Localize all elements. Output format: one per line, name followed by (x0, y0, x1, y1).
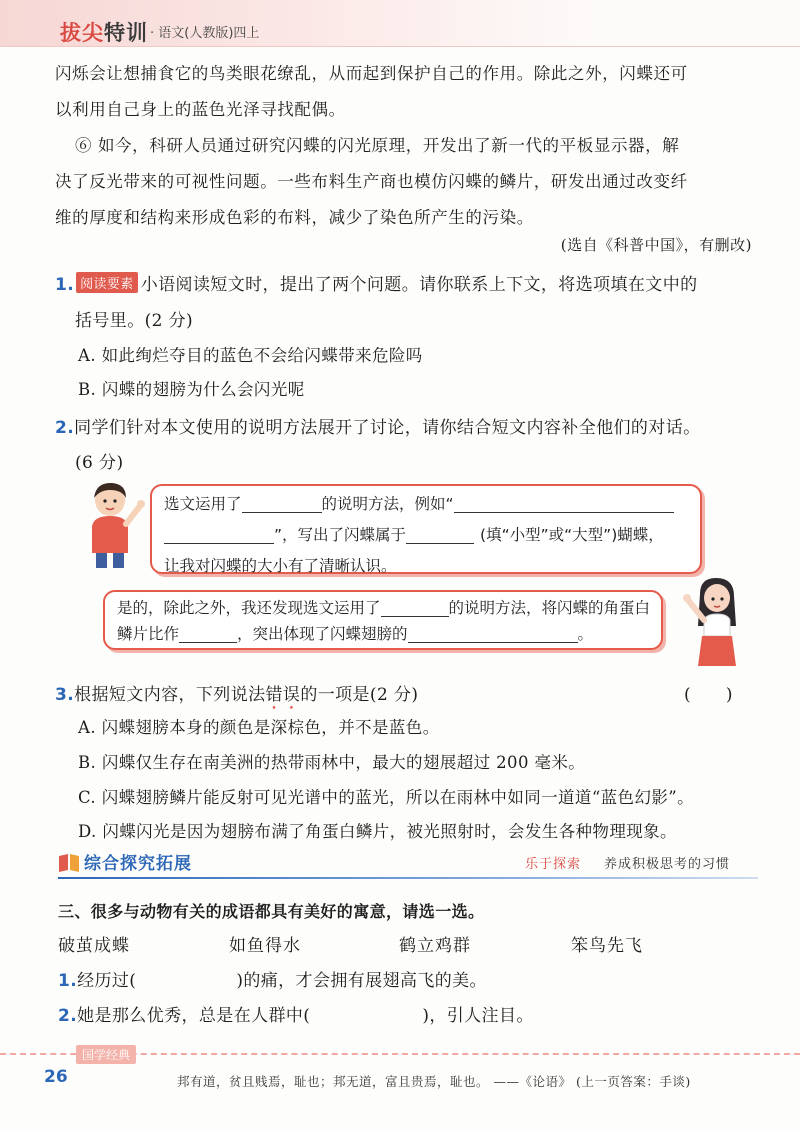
footer-quote: 邦有道，贫且贱焉，耻也；邦无道，富且贵焉，耻也。 ——《论语》 (上一页答案：手谈) (177, 1074, 691, 1089)
question-2 (55, 413, 701, 438)
brand-dark: 特训 (104, 21, 148, 45)
boy-illustration (78, 478, 148, 570)
emphasis-char: 误 (282, 685, 301, 705)
answer-blank[interactable] (242, 492, 322, 513)
bubble-text: 选文运用了 (164, 495, 242, 513)
idiom-option: 鹤立鸡群 (399, 936, 471, 956)
book-icon (58, 852, 80, 872)
girl-illustration (678, 576, 750, 668)
question-text-cont: (6 分) (75, 453, 124, 473)
section-motto: 养成积极思考的习惯 (604, 857, 731, 872)
fill-question-2 (58, 1001, 534, 1026)
idiom-option: 笨鸟先飞 (571, 936, 643, 956)
question-number: 1. (55, 275, 75, 295)
idiom-option: 如鱼得水 (229, 936, 301, 956)
bubble-text: ，突出体现了闪蝶翅膀的 (237, 625, 408, 643)
question-text: 她是那么优秀，总是在人群中( (77, 1006, 311, 1026)
header-subtitle: · 语文(人教版)四上 (150, 26, 260, 41)
answer-blank[interactable] (454, 492, 674, 513)
passage-line: 以利用自己身上的蓝色光泽寻找配偶。 (55, 100, 346, 119)
question-text: 根据短文内容，下列说法 (74, 685, 266, 705)
question-text: 的一项是(2 分) (300, 685, 419, 705)
bubble-text: 让我对闪蝶的大小有了清晰认识。 (164, 557, 397, 575)
option-a: A. 闪蝶翅膀本身的颜色是深棕色，并不是蓝色。 (78, 718, 440, 737)
reading-element-tag: 阅读要素 (76, 272, 138, 293)
question-text: )，引人注目。 (422, 1006, 534, 1026)
question-number: 2. (55, 418, 75, 438)
bubble-text: 是的，除此之外，我还发现选文运用了 (117, 599, 381, 617)
question-text: 经历过( (77, 971, 137, 991)
passage-line: 决了反光带来的可视性问题。一些布料生产商也模仿闪蝶的鳞片，研发出通过改变纤 (55, 172, 688, 191)
question-number: 1. (58, 971, 78, 991)
bubble-text: 的说明方法，例如“ (321, 495, 454, 513)
section-motto-red: 乐于探索 (525, 857, 582, 872)
option-b: B. 闪蝶的翅膀为什么会闪光呢 (78, 380, 305, 399)
bubble-text: 。 (577, 625, 594, 643)
answer-parentheses[interactable]: ( ) (684, 685, 733, 705)
question-1 (55, 270, 698, 295)
option-d: D. 闪蝶闪光是因为翅膀布满了角蛋白鳞片，被光照射时，会发生各种物理现象。 (78, 822, 677, 841)
question-number: 3. (55, 685, 75, 705)
section-title: 综合探究拓展 (84, 854, 192, 874)
speech-bubble-boy (150, 484, 702, 574)
question-text: 同学们针对本文使用的说明方法展开了讨论，请你结合短文内容补全他们的对话。 (74, 418, 701, 438)
question-text: 小语阅读短文时，提出了两个问题。请你联系上下文，将选项填在文中的 (140, 275, 698, 295)
fill-question-1 (58, 966, 487, 991)
passage-line: 维的厚度和结构来形成色彩的布料，减少了染色所产生的污染。 (55, 208, 534, 227)
section-divider (58, 877, 758, 879)
option-a: A. 如此绚烂夺目的蓝色不会给闪蝶带来危险吗 (78, 346, 423, 365)
answer-blank[interactable] (164, 523, 274, 544)
option-c: C. 闪蝶翅膀鳞片能反射可见光谱中的蓝光，所以在雨林中如同一道道“蓝色幻影”。 (78, 788, 694, 807)
part3-heading: 三、很多与动物有关的成语都具有美好的寓意，请选一选。 (58, 902, 485, 921)
passage-line: 闪烁会让想捕食它的鸟类眼花缭乱，从而起到保护自己的作用。除此之外，闪蝶还可 (55, 64, 688, 83)
page-number: 26 (44, 1067, 68, 1087)
brand-red: 拔尖 (60, 21, 104, 45)
question-text: )的痛，才会拥有展翅高飞的美。 (236, 971, 487, 991)
bubble-text: ”，写出了闪蝶属于 (274, 526, 407, 544)
option-b: B. 闪蝶仅生存在南美洲的热带雨林中，最大的翅展超过 200 毫米。 (78, 753, 586, 772)
header-divider (0, 46, 800, 47)
answer-blank[interactable] (179, 622, 237, 643)
question-number: 2. (58, 1006, 78, 1026)
footer-tag: 国学经典 (76, 1045, 136, 1064)
passage-source: (选自《科普中国》，有删改) (560, 236, 752, 254)
emphasis-char: 错 (265, 685, 283, 705)
question-3 (55, 680, 418, 705)
idiom-option: 破茧成蝶 (58, 936, 130, 956)
question-text-cont: 括号里。(2 分) (75, 311, 194, 331)
passage-line: ⑥ 如今，科研人员通过研究闪蝶的闪光原理，开发出了新一代的平板显示器，解 (75, 136, 680, 155)
bubble-text: (填“小型”或“大型”)蝴蝶， (480, 526, 664, 544)
answer-blank[interactable] (406, 523, 474, 544)
bubble-text: 的说明方法，将闪蝶的角蛋白 (448, 599, 651, 617)
answer-blank[interactable] (381, 596, 449, 617)
answer-blank[interactable] (408, 622, 578, 643)
brand-logo (60, 17, 148, 47)
speech-bubble-girl (103, 590, 663, 650)
bubble-text: 鳞片比作 (117, 625, 180, 643)
